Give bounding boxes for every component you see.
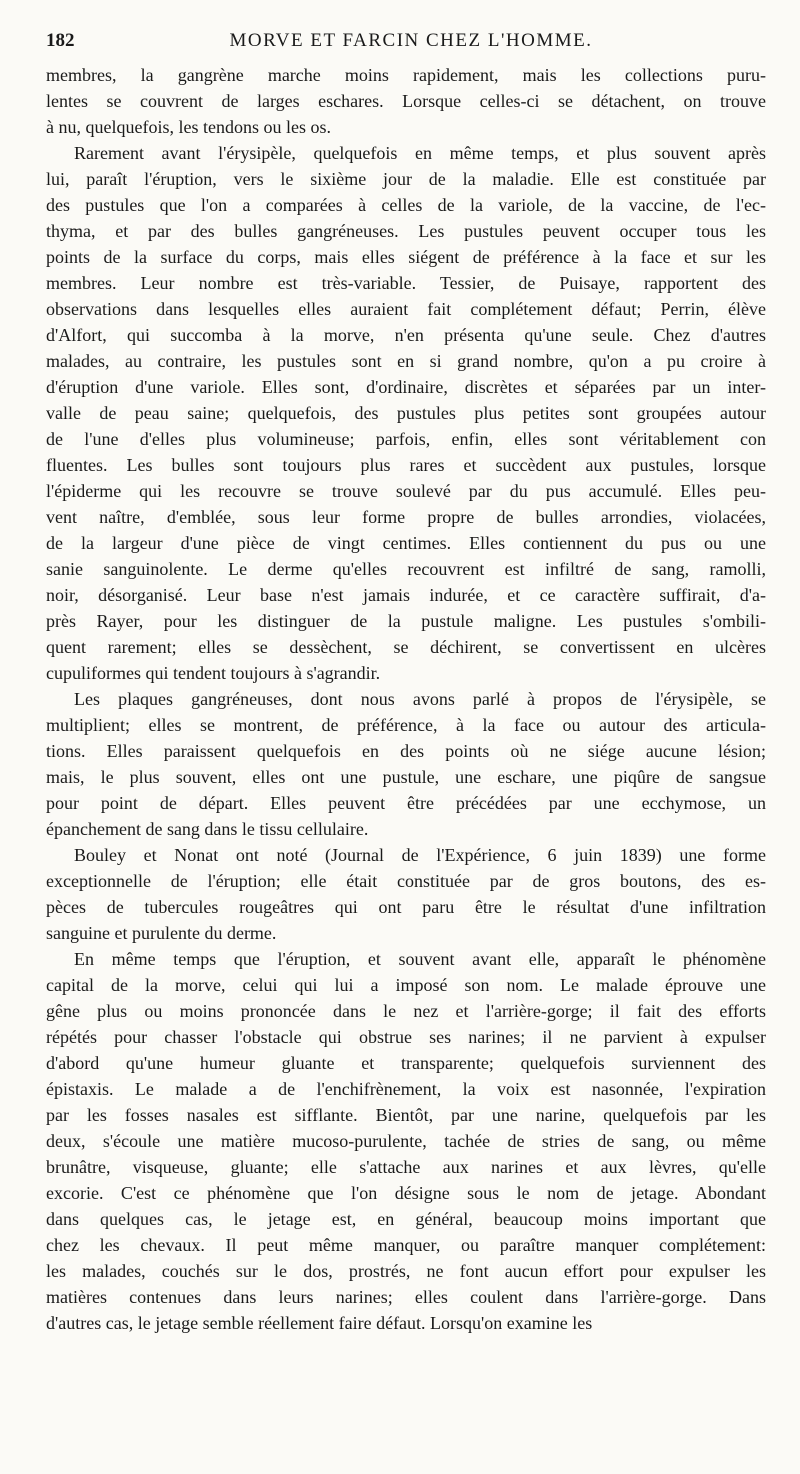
text-line: pour point de départ. Elles peuvent être précédées par une ecchymose, un [46, 793, 766, 813]
text-line: multiplient; elles se montrent, de préférence, à la face ou autour des articula- [46, 715, 766, 735]
text-line: des pustules que l'on a comparées à celles de la variole, de la vaccine, de l'ec- [46, 195, 766, 215]
text-line: pèces de tubercules rougeâtres qui ont paru être le résultat d'une infiltration [46, 897, 766, 917]
body-text [46, 62, 766, 1336]
text-line: exceptionnelle de l'éruption; elle était constituée par de gros boutons, des es- [46, 871, 766, 891]
text-line: d'abord qu'une humeur gluante et transparente; quelquefois surviennent des [46, 1053, 766, 1073]
text-line: gêne plus ou moins prononcée dans le nez et l'arrière-gorge; il fait des efforts [46, 1001, 766, 1021]
text-line: points de la surface du corps, mais elles siégent de préférence à la face et sur les [46, 247, 766, 267]
running-title: MORVE ET FARCIN CHEZ L'HOMME. [229, 30, 593, 51]
text-line: l'épiderme qui les recouvre se trouve soulevé par du pus accumulé. Elles peu- [46, 481, 766, 501]
page-number: 182 [46, 30, 75, 51]
text-line: capital de la morve, celui qui lui a imposé son nom. Le malade éprouve une [46, 975, 766, 995]
text-line: de la largeur d'une pièce de vingt centimes. Elles contiennent du pus ou une [46, 533, 766, 553]
text-line: épistaxis. Le malade a de l'enchifrènement, la voix est nasonnée, l'expiration [46, 1079, 766, 1099]
text-line: excorie. C'est ce phénomène que l'on désigne sous le nom de jetage. Abondant [46, 1183, 766, 1203]
text-line: sanie sanguinolente. Le derme qu'elles recouvrent est infiltré de sang, ramolli, [46, 559, 766, 579]
text-line: d'autres cas, le jetage semble réellement faire défaut. Lorsqu'on examine les [46, 1313, 593, 1333]
text-line: chez les chevaux. Il peut même manquer, ou paraître manquer complétement: [46, 1235, 766, 1255]
text-line: tions. Elles paraissent quelquefois en des points où ne siége aucune lésion; [46, 741, 766, 761]
text-line: quent rarement; elles se dessèchent, se déchirent, se convertissent en ulcères [46, 637, 766, 657]
text-line: d'éruption d'une variole. Elles sont, d'ordinaire, discrètes et séparées par un inter- [46, 377, 766, 397]
text-line: sanguine et purulente du derme. [46, 923, 277, 943]
text-line: malades, au contraire, les pustules sont en si grand nombre, qu'on a pu croire à [46, 351, 766, 371]
text-line: à nu, quelquefois, les tendons ou les os. [46, 117, 331, 137]
text-line: épanchement de sang dans le tissu cellulaire. [46, 819, 369, 839]
text-line: mais, le plus souvent, elles ont une pustule, une eschare, une piqûre de sangsue [46, 767, 766, 787]
paragraph [46, 686, 766, 842]
text-line: En même temps que l'éruption, et souvent avant elle, apparaît le phénomène [74, 949, 766, 969]
text-line: valle de peau saine; quelquefois, des pustules plus petites sont groupées autour [46, 403, 766, 423]
text-line: lui, paraît l'éruption, vers le sixième jour de la maladie. Elle est constituée par [46, 169, 766, 189]
running-head [46, 24, 766, 52]
text-line: près Rayer, pour les distinguer de la pustule maligne. Les pustules s'ombili- [46, 611, 766, 631]
text-line: les malades, couchés sur le dos, prostrés, ne font aucun effort pour expulser les [46, 1261, 766, 1281]
text-line: dans quelques cas, le jetage est, en général, beaucoup moins important que [46, 1209, 766, 1229]
text-line: observations dans lesquelles elles auraient fait complétement défaut; Perrin, élève [46, 299, 766, 319]
paragraph [46, 842, 766, 946]
text-line: vent naître, d'emblée, sous leur forme propre de bulles arrondies, violacées, [46, 507, 766, 527]
text-line: de l'une d'elles plus volumineuse; parfois, enfin, elles sont véritablement con [46, 429, 766, 449]
text-line: Les plaques gangréneuses, dont nous avons parlé à propos de l'érysipèle, se [74, 689, 766, 709]
text-line: Bouley et Nonat ont noté (Journal de l'Expérience, 6 juin 1839) une forme [74, 845, 766, 865]
text-line: thyma, et par des bulles gangréneuses. Les pustules peuvent occuper tous les [46, 221, 766, 241]
text-line: deux, s'écoule une matière mucoso-purulente, tachée de stries de sang, ou même [46, 1131, 766, 1151]
text-line: d'Alfort, qui succomba à la morve, n'en présenta qu'une seule. Chez d'autres [46, 325, 766, 345]
text-line: fluentes. Les bulles sont toujours plus rares et succèdent aux pustules, lorsque [46, 455, 766, 475]
text-line: membres, la gangrène marche moins rapidement, mais les collections puru- [46, 65, 766, 85]
text-line: par les fosses nasales est sifflante. Bientôt, par une narine, quelquefois par les [46, 1105, 766, 1125]
text-line: brunâtre, visqueuse, gluante; elle s'attache aux narines et aux lèvres, qu'elle [46, 1157, 766, 1177]
paragraph [46, 946, 766, 1336]
paragraph [46, 140, 766, 686]
text-line: Rarement avant l'érysipèle, quelquefois en même temps, et plus souvent après [74, 143, 766, 163]
text-line: répétés pour chasser l'obstacle qui obstrue ses narines; il ne parvient à expulser [46, 1027, 766, 1047]
text-line: matières contenues dans leurs narines; elles coulent dans l'arrière-gorge. Dans [46, 1287, 766, 1307]
text-line: noir, désorganisé. Leur base n'est jamais indurée, et ce caractère suffirait, d'a- [46, 585, 766, 605]
text-line: cupuliformes qui tendent toujours à s'agrandir. [46, 663, 381, 683]
paragraph [46, 62, 766, 140]
text-line: membres. Leur nombre est très-variable. Tessier, de Puisaye, rapportent des [46, 273, 766, 293]
text-line: lentes se couvrent de larges eschares. Lorsque celles-ci se détachent, on trouve [46, 91, 766, 111]
